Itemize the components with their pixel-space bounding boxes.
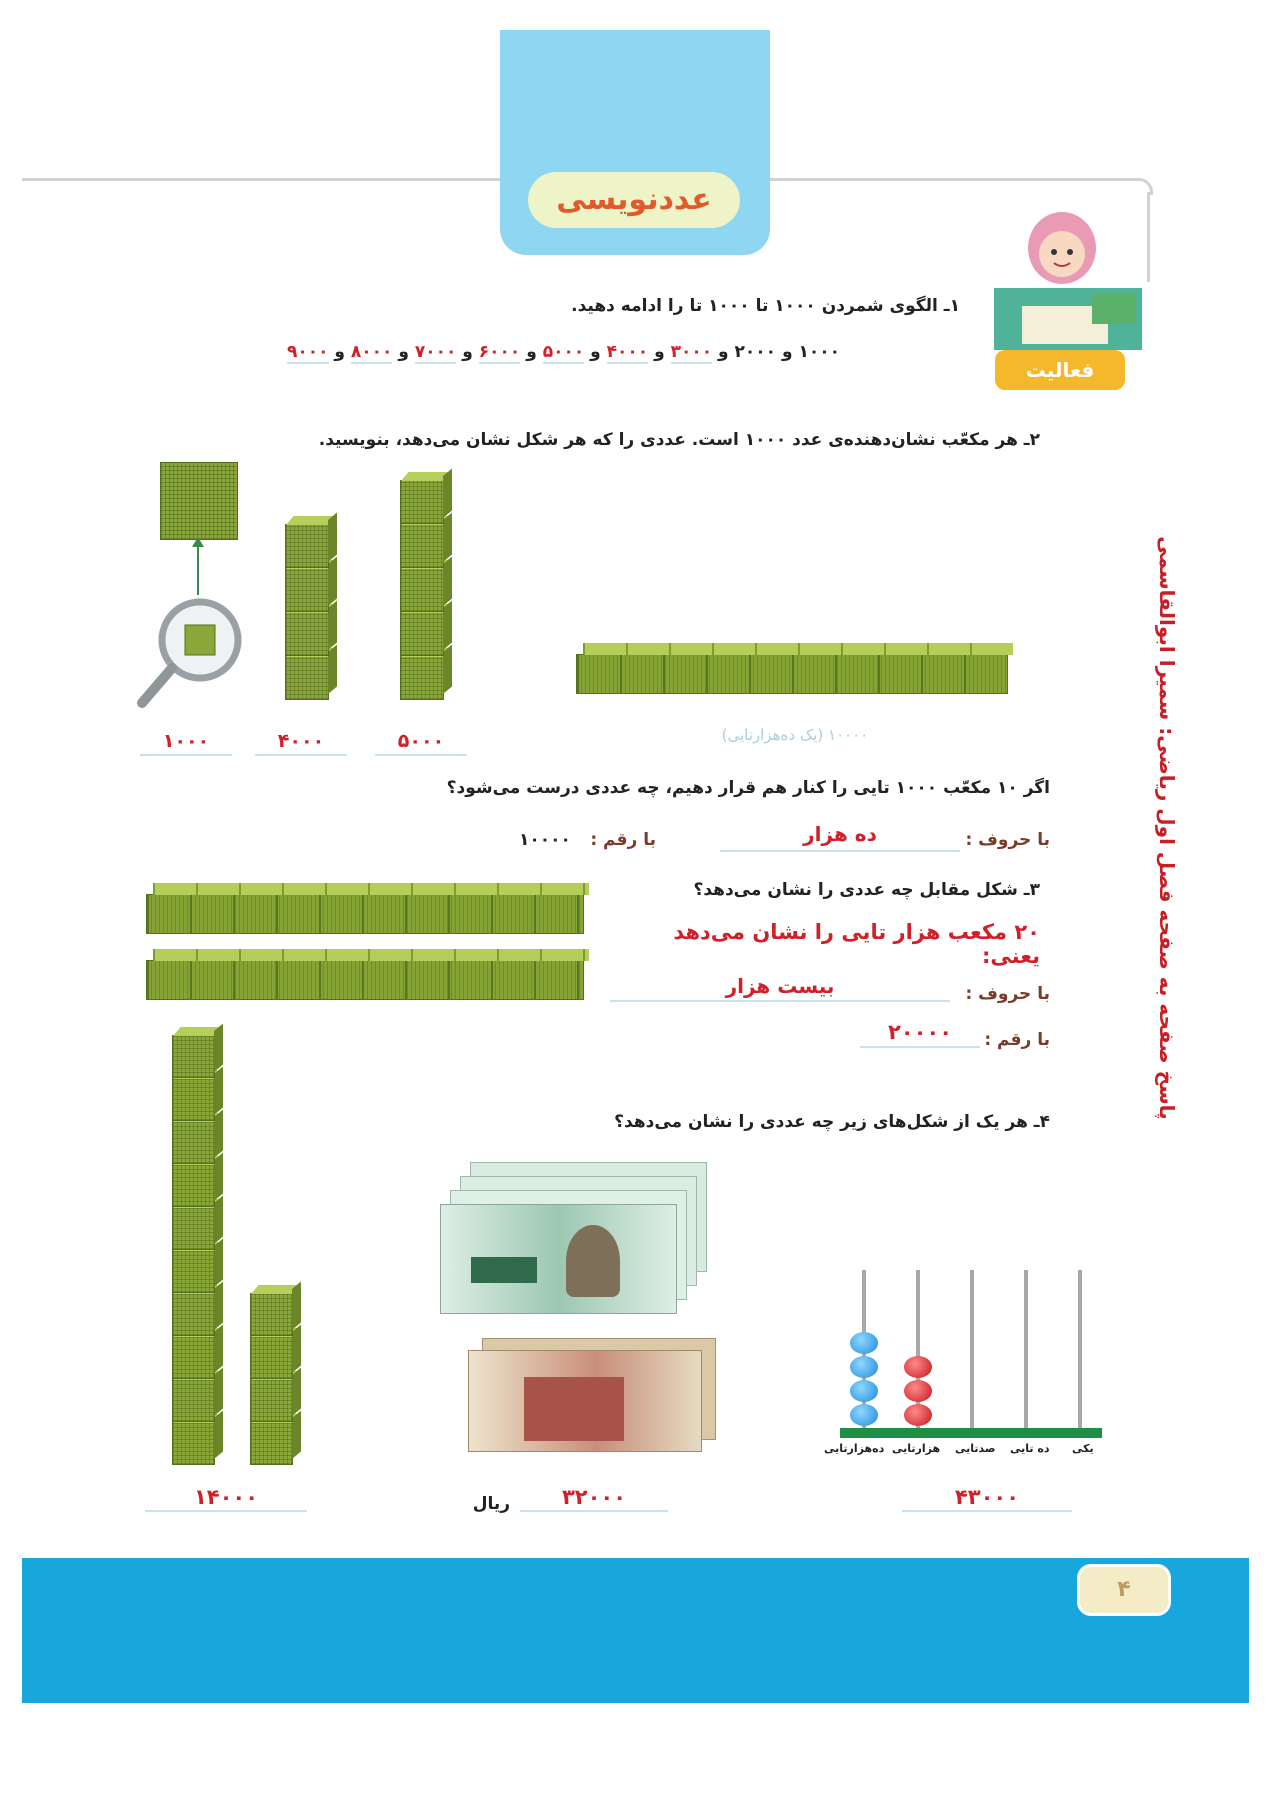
seq-answer-2: ۵۰۰۰ [542, 342, 585, 362]
q1-text: ۱ـ الگوی شمردن ۱۰۰۰ تا ۱۰۰۰ تا را ادامه دهید. [571, 296, 960, 316]
thousand-cube [250, 1336, 293, 1379]
page-title: عددنویسی [528, 172, 740, 228]
thousand-cube [172, 1035, 215, 1078]
q3-digits-label: با رقم : [984, 1030, 1050, 1050]
q2-letters-line [720, 850, 960, 852]
seq-joiner: و [462, 342, 473, 362]
q3-note: ۲۰ مکعب هزار تایی را نشان می‌دهد یعنی: [673, 920, 1040, 968]
seq-answer-6: ۹۰۰۰ [286, 342, 329, 362]
thousand-cube [285, 656, 329, 700]
q4-answer-money: ۳۲۰۰۰ [561, 1485, 627, 1509]
thousand-cube [172, 1164, 215, 1207]
thousand-cube [172, 1207, 215, 1250]
q4-line-abacus [902, 1510, 1072, 1512]
q3-letters-line [610, 1000, 950, 1002]
abacus-label-hundreds: صدتایی [955, 1442, 996, 1455]
thousand-cube [172, 1121, 215, 1164]
seq-answer-3: ۶۰۰۰ [478, 342, 521, 362]
banknote-front [440, 1204, 677, 1314]
q4-answer-cubes: ۱۴۰۰۰ [193, 1485, 259, 1509]
money-unit: ریال [472, 1494, 510, 1514]
q2-letters-answer: ده هزار [803, 822, 877, 846]
thousand-cube [400, 524, 444, 568]
q2-digits-answer: ۱۰۰۰۰ [519, 830, 571, 850]
author-credit-text: پاسخ صفحه به صفحه فصل اول ریاضی: سمیرا ابوالقاسمی [1155, 535, 1179, 1120]
seq-answer-1: ۴۰۰۰ [606, 342, 649, 362]
thousand-cube [172, 1293, 215, 1336]
q4-line-money [520, 1510, 668, 1512]
thousand-cube [285, 612, 329, 656]
thousand-cube [250, 1422, 293, 1465]
seq-joiner: و [654, 342, 665, 362]
q2-line-1 [255, 754, 347, 756]
q2-text: ۲ـ هر مکعّب نشان‌دهنده‌ی عدد ۱۰۰۰ است. عددی را که هر شکل نشان می‌دهد، بنویسید. [318, 430, 1040, 450]
seq-joiner: و [526, 342, 537, 362]
thousand-cube [400, 480, 444, 524]
building-icon [524, 1377, 624, 1441]
top-rule-vertical [1147, 192, 1150, 282]
footer-band [22, 1558, 1249, 1703]
seq-answer-5: ۸۰۰۰ [350, 342, 393, 362]
thousand-cube [172, 1078, 215, 1121]
q3-letters-label: با حروف : [965, 984, 1050, 1004]
q2-line-0 [140, 754, 232, 756]
q2-line-2 [375, 754, 467, 756]
thousand-cube [285, 568, 329, 612]
banknotes-1000 [468, 1338, 718, 1453]
q3-digits-answer: ۲۰۰۰۰ [887, 1020, 953, 1044]
page-number: ۴ [1077, 1564, 1171, 1616]
seq-joiner: و [781, 342, 793, 362]
seq-joiner: و [398, 342, 409, 362]
flat-row-1 [146, 894, 584, 934]
seq-given-1: ۲۰۰۰ [734, 342, 777, 362]
q2-digits-label: با رقم : [590, 830, 656, 850]
seq-answer-0: ۳۰۰۰ [670, 342, 713, 362]
seq-given-0: ۱۰۰۰ [798, 342, 840, 362]
note-panel [471, 1257, 537, 1283]
q3-digits-line [860, 1046, 980, 1048]
activity-label: فعالیت [995, 350, 1125, 390]
q4-line-cubes [145, 1510, 307, 1512]
abacus-label-ones: یکی [1072, 1442, 1094, 1455]
abacus-base [840, 1428, 1102, 1438]
thousand-cube [250, 1293, 293, 1336]
abacus [824, 1270, 1110, 1460]
q3-letters-answer: بیست هزار [725, 974, 835, 998]
seq-joiner: و [718, 342, 729, 362]
thousand-cube [400, 656, 444, 700]
q1-sequence [140, 342, 840, 376]
abacus-label-tens: ده تایی [1010, 1442, 1050, 1455]
seq-joiner: و [590, 342, 601, 362]
q2-letters-label: با حروف : [965, 830, 1050, 850]
abacus-label-thousands: هزارتایی [892, 1442, 941, 1455]
q4-text: ۴ـ هر یک از شکل‌های زیر چه عددی را نشان می‌دهد؟ [614, 1112, 1050, 1132]
flat-row-2 [146, 960, 584, 1000]
thousand-cube [400, 612, 444, 656]
q2-label-4000: ۴۰۰۰ [277, 730, 325, 752]
banknote-brown [468, 1350, 702, 1452]
q2-followup: اگر ۱۰ مکعّب ۱۰۰۰ تایی را کنار هم قرار دهیم، چه عددی درست می‌شود؟ [446, 778, 1050, 798]
banknotes-10000 [440, 1162, 710, 1317]
printed-label-ten-thousand: ۱۰۰۰۰ (یک ده‌هزارتایی) [721, 726, 869, 744]
thousand-cube [172, 1250, 215, 1293]
q4-answer-abacus: ۴۳۰۰۰ [954, 1485, 1020, 1509]
q2-label-1000: ۱۰۰۰ [162, 730, 210, 752]
thousand-cube [250, 1379, 293, 1422]
thousand-cube [285, 524, 329, 568]
q3-text: ۳ـ شکل مقابل چه عددی را نشان می‌دهد؟ [693, 880, 1040, 900]
abacus-label-ten-thousands: ده‌هزارتایی [824, 1442, 885, 1455]
q2-label-5000: ۵۰۰۰ [397, 730, 445, 752]
thousand-cube [172, 1379, 215, 1422]
enlarged-cube [160, 462, 238, 540]
thousand-cube [172, 1422, 215, 1465]
portrait-icon [566, 1225, 620, 1297]
author-credit [1155, 535, 1179, 1120]
magnifier-icon [130, 535, 250, 715]
ten-thousand-flat [576, 654, 1008, 694]
seq-answer-4: ۷۰۰۰ [414, 342, 457, 362]
seq-joiner: و [334, 342, 345, 362]
thousand-cube [172, 1336, 215, 1379]
thousand-cube [400, 568, 444, 612]
